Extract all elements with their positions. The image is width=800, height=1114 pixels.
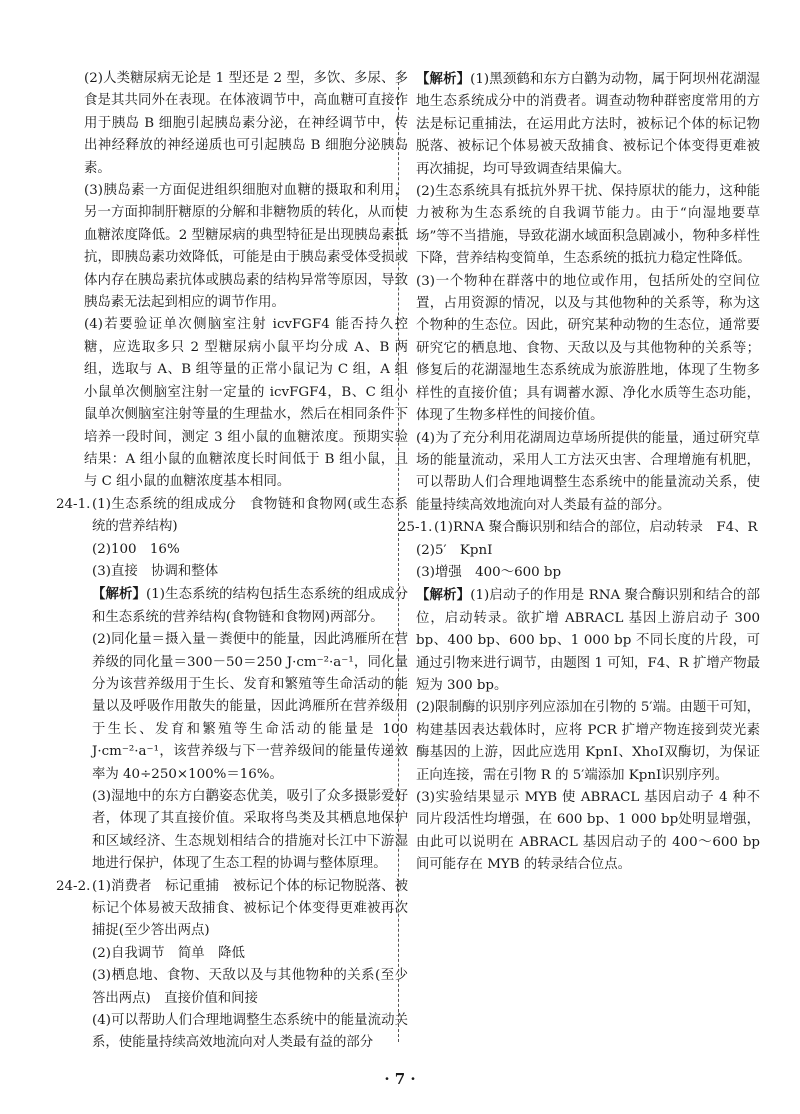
answer-line: (3)直接 协调和整体 [92,563,219,579]
answer-line: (1)生态系统的组成成分 食物链和食物网(或生态系统的营养结构) [92,496,408,535]
explanation-text: (3)湿地中的东方白鹳姿态优美，吸引了众多摄影爱好者，体现了其直接价值。采取将鸟类及其栖息地保护和区域经济、生态规划相结合的措施对长江中下游湿地进行保护，体现了生态工程的协调与整体原理。 [92,789,408,872]
explanation-text: (1)启动子的作用是 RNA 聚合酶识别和结合的部位，启动转录。欲扩增 ABRACL 基因上游启动子 300 bp、400 bp、600 bp、1 000 bp 不同长度的片段，可通过引物来进行调节，由题图 1 可知，F4、R 扩增产物最短为 300 bp。 [416,588,760,693]
answer-line: (2)自我调节 简单 降低 [92,945,245,961]
answer-line: (2)5′ KpnⅠ [416,542,493,558]
answer-line: (1)消费者 标记重捕 被标记个体的标记物脱落、被标记个体易被天敌捕食、被标记个体变得更难被再次捕捉(至少答出两点) [92,878,408,939]
answer-line: (2)100 16% [92,541,180,557]
answer-line: (1)RNA 聚合酶识别和结合的部位，启动转录 F4、R [434,520,758,536]
question-number: 24-2. [56,878,91,894]
explanation-tag: 【解析】 [416,587,471,604]
answer-line: (3)栖息地、食物、天敌以及与其他物种的关系(至少答出两点) 直接价值和间接 [92,968,408,1006]
question-number: 24-1. [56,496,91,512]
answer-24-1 [56,494,408,539]
answer-24-2 [56,876,408,943]
question-number: 25-1. [398,520,433,536]
explanation [56,583,408,629]
left-column [56,68,408,1055]
answer-line: (4)可以帮助人们合理地调整生态系统中的能量流动关系，使能量持续高效地流向对人类最有益的部分 [92,1013,408,1051]
explanation-tag: 【解析】 [92,586,147,603]
explanation-text: (2)生态系统具有抵抗外界干扰、保持原状的能力，这种能力被称为生态系统的自我调节能力。由于“向湿地要草场”等不当措施，导致花湖水域面积急剧减小，物种多样性下降，营养结构变简单，生态系统的抵抗力稳定性降低。 [416,184,760,267]
explanation-text: (2)同化量＝摄入量－粪便中的能量，因此鸿雁所在营养级的同化量＝300－50＝250 J·cm⁻²·a⁻¹，同化量分为该营养级用于生长、发育和繁殖等生命活动的能量以及呼吸作用散失的能量，因此鸿雁所在营养级用于生长、发育和繁殖等生命活动的能量是 100 J·cm⁻²·a⁻¹，该营养级与下一营养级间的能量传递效率为 40÷250×100%＝16%。 [92,632,408,782]
explanation-text: (2)限制酶的识别序列应添加在引物的 5′端。由题干可知，构建基因表达载体时，应将 PCR 扩增产物连接到荧光素酶基因的上游，因此应选用 KpnⅠ、XhoⅠ双酶切，为保证正向连接，需在引物 R 的 5′端添加 KpnⅠ识别序列。 [416,700,760,783]
paragraph: (4)若要验证单次侧脑室注射 icvFGF4 能否持久控糖，应选取多只 2 型糖尿病小鼠平均分成 A、B 两组，选取与 A、B 组等量的正常小鼠记为 C 组，A 组小鼠单次侧脑室注射一定量的 icvFGF4，B、C 组小鼠单次侧脑室注射等量的生理盐水，然后在相同条件下培养一段时间，测定 3 组小鼠的血糖浓度。预期实验结果：A 组小鼠的血糖浓度长时间低于 B 组小鼠，且与 C 组小鼠的血糖浓度基本相同。 [84,317,408,490]
answer-25-1 [398,517,760,539]
paragraph: (2)人类糖尿病无论是 1 型还是 2 型，多饮、多尿、多食是其共同外在表现。在体液调节中，高血糖可直接作用于胰岛 B 细胞引起胰岛素分泌，在神经调节中，传出神经释放的神经递质也可引起胰岛 B 细胞分泌胰岛素。 [84,71,408,176]
page-number: · 7 · [384,1070,416,1088]
column-divider [398,72,399,1042]
explanation-text: (3)一个物种在群落中的地位或作用，包括所处的空间位置，占用资源的情况，以及与其他物种的关系等，称为这个物种的生态位。因此，研究某种动物的生态位，通常要研究它的栖息地、食物、天敌以及与其他物种的关系等；修复后的花湖湿地生态系统成为旅游胜地，体现了生物多样性的直接价值；具有调蓄水源、净化水质等生态功能，体现了生物多样性的间接价值。 [416,273,760,424]
explanation-text: (1)生态系统的结构包括生态系统的组成成分和生态系统的营养结构(食物链和食物网)两部分。 [92,587,409,625]
right-column [398,68,760,877]
paragraph: (3)胰岛素一方面促进组织细胞对血糖的摄取和利用，另一方面抑制肝糖原的分解和非糖物质的转化，从而使血糖浓度降低。2 型糖尿病的典型特征是出现胰岛素抵抗，即胰岛素功效降低，可能是由于胰岛素受体受损或体内存在胰岛素抗体或胰岛素的结构异常等原因，导致胰岛素无法起到相应的调节作用。 [84,183,408,311]
explanation-text: (4)为了充分利用花湖周边草场所提供的能量，通过研究草场的能量流动，采用人工方法灭虫害、合理增施有机肥，可以帮助人们合理地调整生态系统中的能量流动关系，使能量持续高效地流向对人类最有益的部分。 [416,430,760,513]
explanation [416,68,760,181]
explanation-tag: 【解析】 [416,71,471,87]
explanation-text: (1)黑颈鹤和东方白鹳为动物，属于阿坝州花湖湿地生态系统成分中的消费者。调查动物种群密度常用的方法是标记重捕法，在运用此方法时，被标记个体的标记物脱落、被标记个体易被天敌捕食、被标记个体变得更难被再次捕捉，均可导致调查结果偏大。 [416,72,760,177]
answer-line: (3)增强 400～600 bp [416,564,562,580]
explanation [416,584,760,697]
explanation-text: (3)实验结果显示 MYB 使 ABRACL 基因启动子 4 种不同片段活性均增强，在 600 bp、1 000 bp处明显增强，由此可以说明在 ABRACL 基因启动子的 400～600 bp 间可能存在 MYB 的转录结合位点。 [416,790,760,873]
